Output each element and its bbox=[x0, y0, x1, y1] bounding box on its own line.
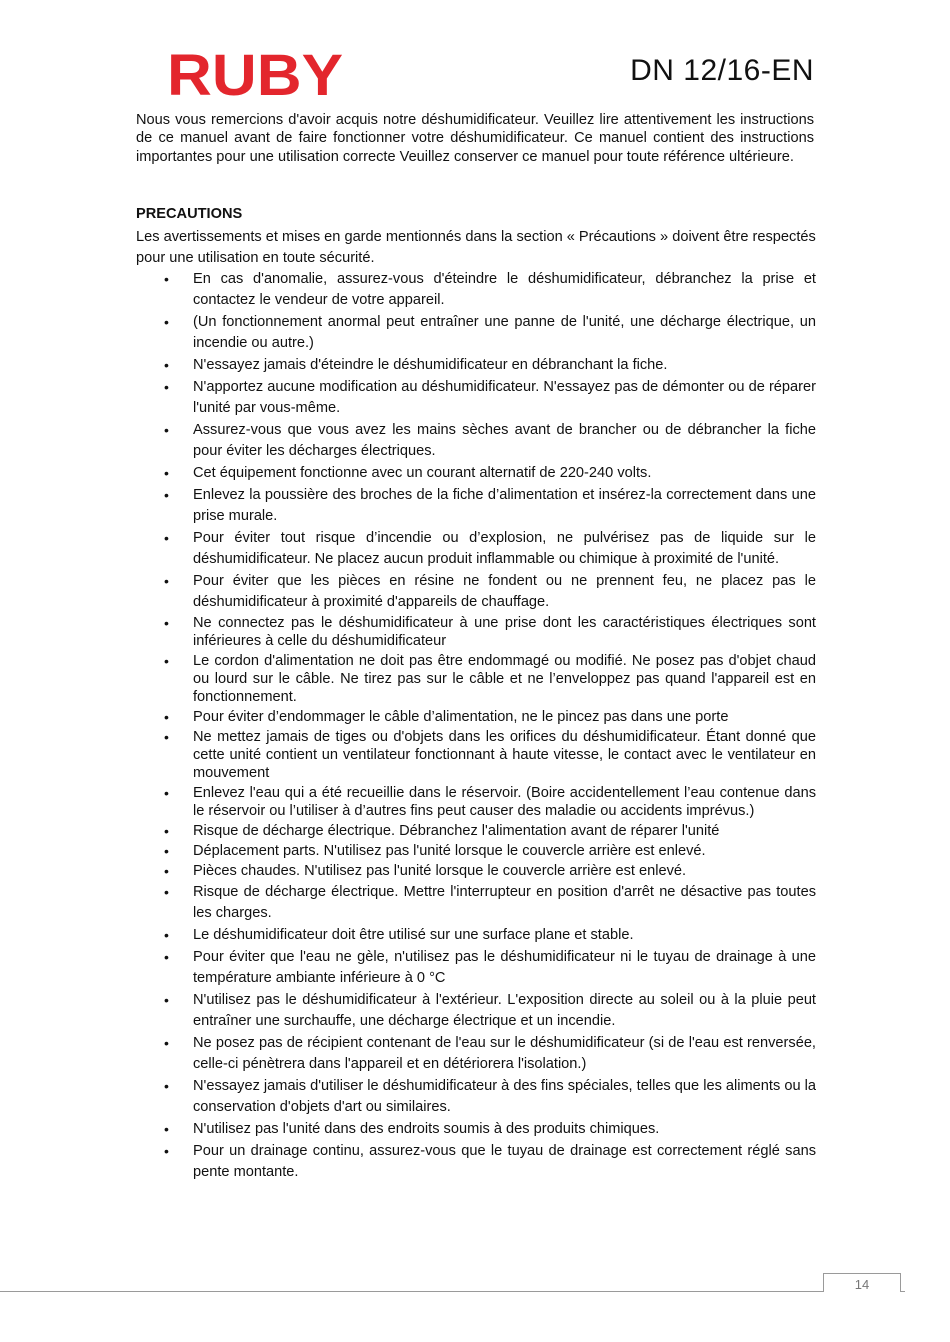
bullet-icon: • bbox=[164, 992, 169, 1008]
list-item: • Pour éviter que les pièces en résine ne fondent ou ne prennent feu, ne placez pas le déshumidificateur à proximité d'appareils de chauffage. bbox=[164, 573, 816, 610]
section-intro: Les avertissements et mises en garde mentionnés dans la section « Précautions » doivent être respectés pour une utilisation en toute sécurité. bbox=[136, 229, 816, 266]
bullet-icon: • bbox=[164, 573, 169, 589]
bullet-icon: • bbox=[164, 271, 169, 287]
bullet-icon: • bbox=[164, 863, 169, 879]
bullet-icon: • bbox=[164, 785, 169, 801]
list-item: • Pour éviter que l'eau ne gèle, n'utilisez pas le déshumidificateur ni le tuyau de drainage à une température ambiante inférieure à 0 °C bbox=[164, 949, 816, 986]
ruby-logo bbox=[167, 50, 345, 100]
bullet-icon: • bbox=[164, 379, 169, 395]
document-code: DN 12/16-EN bbox=[630, 54, 814, 87]
bullet-icon: • bbox=[164, 357, 169, 373]
list-item: • Ne mettez jamais de tiges ou d'objets dans les orifices du déshumidificateur. Étant donné que cette unité contient un ventilateur fonctionnant à haute vitesse, le contact avec le ventilateur en mouvement bbox=[164, 729, 816, 781]
bullet-icon: • bbox=[164, 927, 169, 943]
intro-paragraph: Nous vous remercions d'avoir acquis notre déshumidificateur. Veuillez lire attentivement les instructions de ce manuel avant de faire fonctionner votre déshumidificateur. Ce manuel contient des instructions importantes pour une utilisation correcte Veuillez conserver ce manuel pour toute référence ultérieure. bbox=[136, 112, 814, 165]
bullet-icon: • bbox=[164, 422, 169, 438]
bullet-icon: • bbox=[164, 465, 169, 481]
list-item: • Ne posez pas de récipient contenant de l'eau sur le déshumidificateur (si de l'eau est renversée, celle-ci pénètrera dans l'appareil et en détériorera l'isolation.) bbox=[164, 1035, 816, 1072]
page-number: 14 bbox=[823, 1273, 901, 1292]
bullet-icon: • bbox=[164, 1121, 169, 1137]
bullet-icon: • bbox=[164, 709, 169, 725]
list-item: • Risque de décharge électrique. Mettre l'interrupteur en position d'arrêt ne désactive pas toutes les charges. bbox=[164, 884, 816, 921]
list-item: • Pièces chaudes. N'utilisez pas l'unité lorsque le couvercle arrière est enlevé. bbox=[164, 863, 687, 879]
list-item: • Pour éviter tout risque d’incendie ou d’explosion, ne pulvérisez pas de liquide sur le déshumidificateur. Ne placez aucun produit inflammable ou chimique à proximité de l'unité. bbox=[164, 530, 816, 567]
bullet-icon: • bbox=[164, 729, 169, 745]
bullet-icon: • bbox=[164, 843, 169, 859]
list-item: • En cas d'anomalie, assurez-vous d'éteindre le déshumidificateur, débranchez la prise et contactez le vendeur de votre appareil. bbox=[164, 271, 816, 308]
bullet-icon: • bbox=[164, 1078, 169, 1094]
list-item: • Risque de décharge électrique. Débranchez l'alimentation avant de réparer l'unité bbox=[164, 823, 720, 839]
list-item: • Enlevez l'eau qui a été recueillie dans le réservoir. (Boire accidentellement l’eau contenue dans le réservoir ou l’utiliser à d’autres fins peut causer des maladie ou accidents imprévus.) bbox=[164, 785, 816, 819]
bullet-icon: • bbox=[164, 823, 169, 839]
bullet-icon: • bbox=[164, 884, 169, 900]
list-item: • Cet équipement fonctionne avec un courant alternatif de 220-240 volts. bbox=[136, 463, 816, 484]
list-item: • Enlevez la poussière des broches de la fiche d’alimentation et insérez-la correctement dans une prise murale. bbox=[164, 487, 816, 524]
precautions-list bbox=[136, 269, 816, 1184]
footer-divider bbox=[0, 1291, 905, 1292]
svg-text:RUBY: RUBY bbox=[167, 50, 343, 100]
list-item: • Pour éviter d’endommager le câble d’alimentation, ne le pincez pas dans une porte bbox=[164, 709, 729, 725]
bullet-icon: • bbox=[164, 314, 169, 330]
bullet-icon: • bbox=[164, 615, 169, 631]
list-item: • N'utilisez pas le déshumidificateur à l'extérieur. L'exposition directe au soleil ou à la pluie peut entraîner une surchauffe, une décharge électrique et un incendie. bbox=[164, 992, 816, 1029]
list-item: • Assurez-vous que vous avez les mains sèches avant de brancher ou de débrancher la fiche pour éviter les décharges électriques. bbox=[164, 422, 816, 459]
list-item: • Déplacement parts. N'utilisez pas l'unité lorsque le couvercle arrière est enlevé. bbox=[164, 843, 706, 859]
list-item: • Ne connectez pas le déshumidificateur à une prise dont les caractéristiques électriques sont inférieures à celle du déshumidificateur bbox=[164, 615, 816, 649]
bullet-icon: • bbox=[164, 1143, 169, 1159]
section-title: PRECAUTIONS bbox=[136, 206, 243, 222]
bullet-icon: • bbox=[164, 653, 169, 669]
list-item: • Pour un drainage continu, assurez-vous que le tuyau de drainage est correctement réglé sans pente montante. bbox=[164, 1143, 816, 1180]
bullet-icon: • bbox=[164, 530, 169, 546]
list-item: • Le cordon d'alimentation ne doit pas être endommagé ou modifié. Ne posez pas d'objet chaud ou lourd sur le câble. Ne tirez pas sur le câble et ne l’enveloppez pas quand l'appareil est en fonctionnement. bbox=[164, 653, 816, 705]
list-item: • N'essayez jamais d'utiliser le déshumidificateur à des fins spéciales, telles que les aliments ou la conservation d'objets d'art ou similaires. bbox=[164, 1078, 816, 1115]
list-item: • (Un fonctionnement anormal peut entraîner une panne de l'unité, une décharge électrique, un incendie ou autre.) bbox=[164, 314, 816, 351]
list-item: • N'apportez aucune modification au déshumidificateur. N'essayez pas de démonter ou de réparer l'unité par vous-même. bbox=[164, 379, 816, 416]
bullet-icon: • bbox=[164, 949, 169, 965]
list-item: • Le déshumidificateur doit être utilisé sur une surface plane et stable. bbox=[136, 925, 816, 946]
list-item: • N'utilisez pas l'unité dans des endroits soumis à des produits chimiques. bbox=[136, 1119, 816, 1140]
bullet-icon: • bbox=[164, 487, 169, 503]
list-item: • N'essayez jamais d'éteindre le déshumidificateur en débranchant la fiche. bbox=[136, 355, 816, 376]
bullet-icon: • bbox=[164, 1035, 169, 1051]
